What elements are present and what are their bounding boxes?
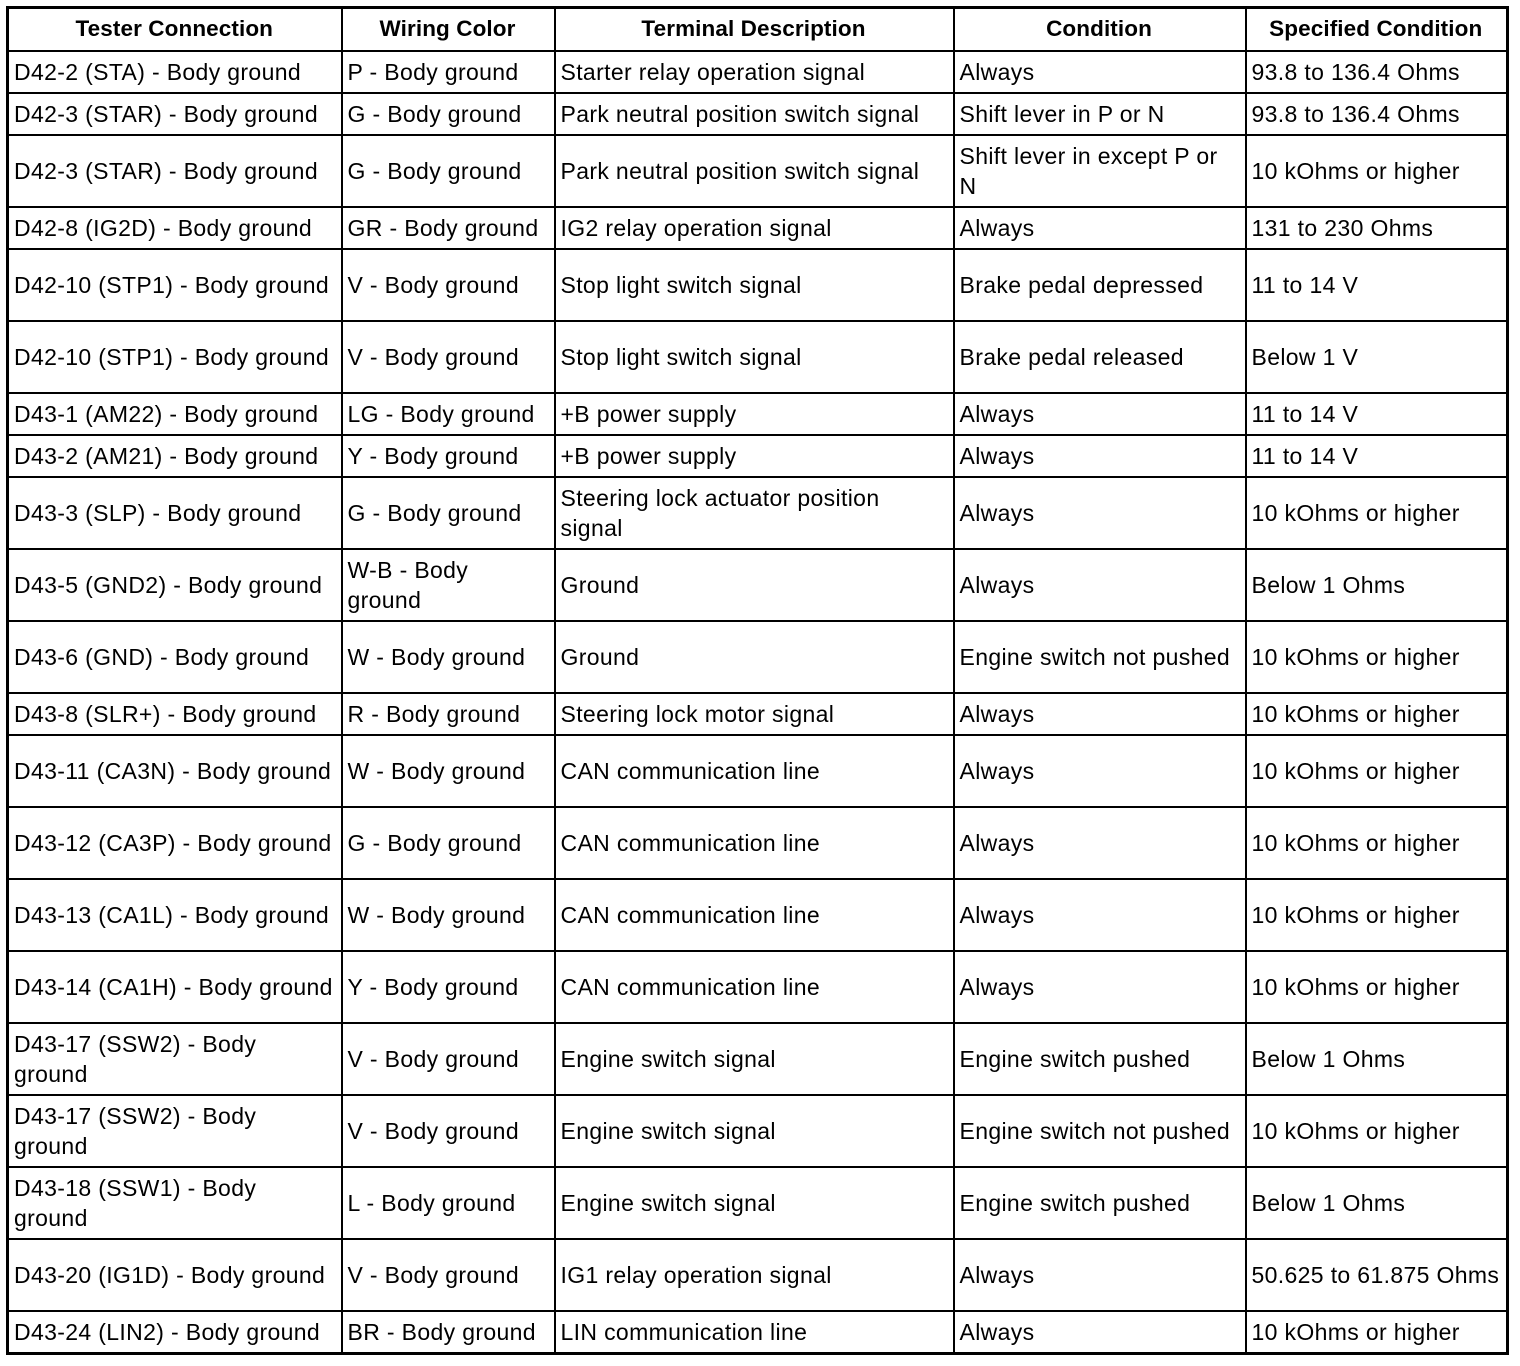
terminal-inspection-table — [6, 6, 1509, 1355]
table-row — [8, 735, 1508, 807]
cell-wiring-color: Y - Body ground — [342, 435, 555, 477]
cell-terminal-description: IG1 relay operation signal — [555, 1239, 954, 1311]
cell-terminal-description: Steering lock actuator position signal — [555, 477, 954, 549]
table-row — [8, 951, 1508, 1023]
cell-condition: Shift lever in except P or N — [954, 135, 1246, 207]
cell-tester-connection: D43-24 (LIN2) - Body ground — [8, 1311, 342, 1354]
cell-specified-condition: Below 1 Ohms — [1246, 1023, 1508, 1095]
cell-tester-connection: D42-10 (STP1) - Body ground — [8, 321, 342, 393]
cell-terminal-description: Park neutral position switch signal — [555, 93, 954, 135]
cell-wiring-color: GR - Body ground — [342, 207, 555, 249]
cell-wiring-color: G - Body ground — [342, 477, 555, 549]
cell-terminal-description: Steering lock motor signal — [555, 693, 954, 735]
cell-terminal-description: +B power supply — [555, 393, 954, 435]
cell-condition: Always — [954, 207, 1246, 249]
cell-specified-condition: 10 kOhms or higher — [1246, 951, 1508, 1023]
cell-wiring-color: W-B - Body ground — [342, 549, 555, 621]
cell-wiring-color: V - Body ground — [342, 321, 555, 393]
cell-condition: Always — [954, 1311, 1246, 1354]
cell-specified-condition: 10 kOhms or higher — [1246, 477, 1508, 549]
cell-tester-connection: D42-8 (IG2D) - Body ground — [8, 207, 342, 249]
table-row — [8, 1023, 1508, 1095]
cell-condition: Shift lever in P or N — [954, 93, 1246, 135]
cell-wiring-color: L - Body ground — [342, 1167, 555, 1239]
cell-specified-condition: 131 to 230 Ohms — [1246, 207, 1508, 249]
table-row — [8, 435, 1508, 477]
table-row — [8, 51, 1508, 93]
cell-tester-connection: D43-5 (GND2) - Body ground — [8, 549, 342, 621]
table-row — [8, 477, 1508, 549]
cell-specified-condition: 93.8 to 136.4 Ohms — [1246, 51, 1508, 93]
table-body — [8, 51, 1508, 1354]
cell-tester-connection: D42-3 (STAR) - Body ground — [8, 93, 342, 135]
cell-terminal-description: LIN communication line — [555, 1311, 954, 1354]
cell-condition: Engine switch pushed — [954, 1167, 1246, 1239]
cell-specified-condition: Below 1 Ohms — [1246, 549, 1508, 621]
cell-tester-connection: D43-1 (AM22) - Body ground — [8, 393, 342, 435]
cell-terminal-description: IG2 relay operation signal — [555, 207, 954, 249]
table-row — [8, 1167, 1508, 1239]
cell-tester-connection: D43-13 (CA1L) - Body ground — [8, 879, 342, 951]
table-row — [8, 879, 1508, 951]
header-terminal-description: Terminal Description — [555, 8, 954, 52]
cell-condition: Engine switch pushed — [954, 1023, 1246, 1095]
cell-tester-connection: D42-2 (STA) - Body ground — [8, 51, 342, 93]
cell-wiring-color: V - Body ground — [342, 1095, 555, 1167]
cell-specified-condition: 10 kOhms or higher — [1246, 693, 1508, 735]
table-row — [8, 1311, 1508, 1354]
cell-wiring-color: W - Body ground — [342, 879, 555, 951]
table-row — [8, 393, 1508, 435]
cell-terminal-description: CAN communication line — [555, 807, 954, 879]
cell-condition: Brake pedal released — [954, 321, 1246, 393]
table-row — [8, 693, 1508, 735]
table-row — [8, 1239, 1508, 1311]
cell-terminal-description: Park neutral position switch signal — [555, 135, 954, 207]
cell-condition: Always — [954, 51, 1246, 93]
cell-terminal-description: Engine switch signal — [555, 1167, 954, 1239]
cell-wiring-color: LG - Body ground — [342, 393, 555, 435]
cell-specified-condition: 10 kOhms or higher — [1246, 1311, 1508, 1354]
cell-tester-connection: D43-14 (CA1H) - Body ground — [8, 951, 342, 1023]
cell-specified-condition: 11 to 14 V — [1246, 249, 1508, 321]
cell-terminal-description: Stop light switch signal — [555, 321, 954, 393]
cell-wiring-color: R - Body ground — [342, 693, 555, 735]
cell-condition: Engine switch not pushed — [954, 1095, 1246, 1167]
cell-wiring-color: G - Body ground — [342, 135, 555, 207]
cell-condition: Always — [954, 951, 1246, 1023]
cell-condition: Brake pedal depressed — [954, 249, 1246, 321]
cell-terminal-description: Starter relay operation signal — [555, 51, 954, 93]
cell-wiring-color: V - Body ground — [342, 1239, 555, 1311]
cell-condition: Always — [954, 735, 1246, 807]
table-row — [8, 1095, 1508, 1167]
cell-tester-connection: D43-11 (CA3N) - Body ground — [8, 735, 342, 807]
cell-tester-connection: D43-17 (SSW2) - Body ground — [8, 1095, 342, 1167]
cell-tester-connection: D43-2 (AM21) - Body ground — [8, 435, 342, 477]
cell-tester-connection: D43-12 (CA3P) - Body ground — [8, 807, 342, 879]
cell-tester-connection: D42-10 (STP1) - Body ground — [8, 249, 342, 321]
cell-terminal-description: CAN communication line — [555, 879, 954, 951]
cell-tester-connection: D43-6 (GND) - Body ground — [8, 621, 342, 693]
cell-tester-connection: D43-3 (SLP) - Body ground — [8, 477, 342, 549]
cell-wiring-color: V - Body ground — [342, 249, 555, 321]
cell-condition: Always — [954, 807, 1246, 879]
cell-tester-connection: D43-8 (SLR+) - Body ground — [8, 693, 342, 735]
table-row — [8, 321, 1508, 393]
cell-condition: Always — [954, 693, 1246, 735]
cell-tester-connection: D42-3 (STAR) - Body ground — [8, 135, 342, 207]
cell-condition: Always — [954, 393, 1246, 435]
cell-terminal-description: CAN communication line — [555, 951, 954, 1023]
header-condition: Condition — [954, 8, 1246, 52]
table-row — [8, 249, 1508, 321]
table-row — [8, 207, 1508, 249]
cell-condition: Engine switch not pushed — [954, 621, 1246, 693]
cell-specified-condition: 10 kOhms or higher — [1246, 621, 1508, 693]
cell-wiring-color: W - Body ground — [342, 621, 555, 693]
cell-wiring-color: BR - Body ground — [342, 1311, 555, 1354]
table-row — [8, 621, 1508, 693]
cell-wiring-color: W - Body ground — [342, 735, 555, 807]
cell-tester-connection: D43-18 (SSW1) - Body ground — [8, 1167, 342, 1239]
cell-specified-condition: 10 kOhms or higher — [1246, 735, 1508, 807]
cell-wiring-color: Y - Body ground — [342, 951, 555, 1023]
cell-specified-condition: 10 kOhms or higher — [1246, 1095, 1508, 1167]
cell-terminal-description: Engine switch signal — [555, 1023, 954, 1095]
cell-terminal-description: Ground — [555, 621, 954, 693]
cell-tester-connection: D43-20 (IG1D) - Body ground — [8, 1239, 342, 1311]
cell-terminal-description: CAN communication line — [555, 735, 954, 807]
cell-terminal-description: Ground — [555, 549, 954, 621]
cell-condition: Always — [954, 477, 1246, 549]
cell-tester-connection: D43-17 (SSW2) - Body ground — [8, 1023, 342, 1095]
cell-condition: Always — [954, 549, 1246, 621]
header-wiring-color: Wiring Color — [342, 8, 555, 52]
cell-condition: Always — [954, 1239, 1246, 1311]
cell-wiring-color: V - Body ground — [342, 1023, 555, 1095]
header-row — [8, 8, 1508, 52]
table-row — [8, 549, 1508, 621]
cell-specified-condition: 10 kOhms or higher — [1246, 135, 1508, 207]
cell-wiring-color: G - Body ground — [342, 93, 555, 135]
table-row — [8, 93, 1508, 135]
cell-specified-condition: 10 kOhms or higher — [1246, 807, 1508, 879]
cell-terminal-description: Engine switch signal — [555, 1095, 954, 1167]
cell-specified-condition: 10 kOhms or higher — [1246, 879, 1508, 951]
table-row — [8, 807, 1508, 879]
cell-terminal-description: +B power supply — [555, 435, 954, 477]
table-header — [8, 8, 1508, 52]
table-row — [8, 135, 1508, 207]
header-specified-condition: Specified Condition — [1246, 8, 1508, 52]
cell-specified-condition: 50.625 to 61.875 Ohms — [1246, 1239, 1508, 1311]
cell-specified-condition: Below 1 Ohms — [1246, 1167, 1508, 1239]
cell-specified-condition: Below 1 V — [1246, 321, 1508, 393]
cell-condition: Always — [954, 879, 1246, 951]
cell-specified-condition: 93.8 to 136.4 Ohms — [1246, 93, 1508, 135]
cell-wiring-color: G - Body ground — [342, 807, 555, 879]
header-tester-connection: Tester Connection — [8, 8, 342, 52]
cell-terminal-description: Stop light switch signal — [555, 249, 954, 321]
cell-condition: Always — [954, 435, 1246, 477]
cell-specified-condition: 11 to 14 V — [1246, 435, 1508, 477]
cell-wiring-color: P - Body ground — [342, 51, 555, 93]
cell-specified-condition: 11 to 14 V — [1246, 393, 1508, 435]
